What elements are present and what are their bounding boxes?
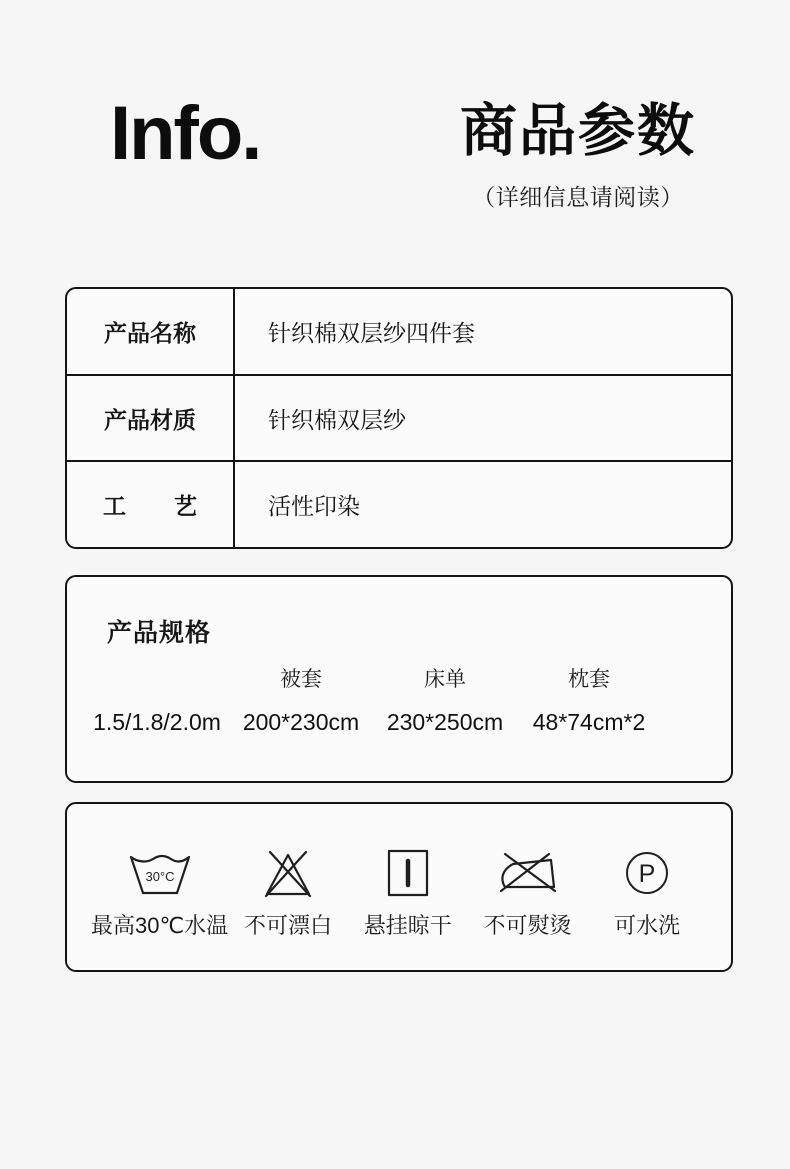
care-label: 不可熨烫	[483, 913, 572, 938]
care-item-hang-dry	[348, 844, 468, 970]
table-row	[67, 462, 731, 547]
row-label-material	[67, 376, 235, 461]
hang-dry-icon	[384, 844, 432, 902]
row-label-text: 产品材质	[104, 406, 196, 433]
care-label: 不可漂白	[244, 913, 333, 938]
size-value-pillowcase: 48*74cm*2	[532, 709, 646, 735]
size-row-label: 1.5/1.8/2.0m	[93, 709, 221, 735]
size-column-bed-sheet: 床单	[424, 668, 466, 691]
care-label: 可水洗	[614, 913, 681, 938]
do-not-iron-icon	[495, 844, 559, 902]
size-column-duvet-cover: 被套	[280, 668, 322, 691]
header-title-block	[447, 100, 709, 212]
care-label: 悬挂晾干	[363, 913, 452, 938]
size-panel-title: 产品规格	[107, 619, 212, 647]
wash-temp-text: 30°C	[145, 869, 175, 884]
do-not-bleach-icon	[259, 844, 317, 902]
row-value-material: 针织棉双层纱	[268, 406, 406, 433]
care-instructions-panel	[65, 802, 733, 972]
row-value-craft: 活性印染	[268, 493, 360, 520]
row-label-product-name	[67, 289, 235, 374]
size-grid	[67, 649, 731, 736]
row-value-product-name: 针织棉双层纱四件套	[268, 319, 475, 346]
washable-letter: P	[638, 860, 656, 888]
care-item-max-temp	[91, 844, 228, 970]
care-item-no-iron	[468, 844, 588, 970]
care-label: 最高30℃水温	[91, 913, 229, 938]
size-column-pillowcase: 枕套	[568, 668, 610, 691]
size-grid-empty-cell	[85, 663, 229, 693]
row-label-text: 工艺	[103, 493, 197, 520]
page-title: 商品参数	[460, 99, 696, 163]
row-label-craft	[67, 462, 235, 547]
size-value-bed-sheet: 230*250cm	[386, 709, 504, 735]
size-value-duvet-cover: 200*230cm	[242, 709, 360, 735]
table-row	[67, 376, 731, 463]
wash-30c-icon	[126, 844, 194, 902]
page-subtitle: （详细信息请阅读）	[472, 183, 684, 210]
table-row	[67, 289, 731, 376]
care-item-washable	[587, 844, 707, 970]
row-label-text: 产品名称	[104, 319, 196, 346]
washable-p-icon	[623, 844, 671, 902]
brand-logo-text: Info.	[110, 91, 261, 176]
care-item-no-bleach	[228, 844, 348, 970]
spec-table	[65, 287, 733, 549]
size-spec-panel	[65, 575, 733, 783]
